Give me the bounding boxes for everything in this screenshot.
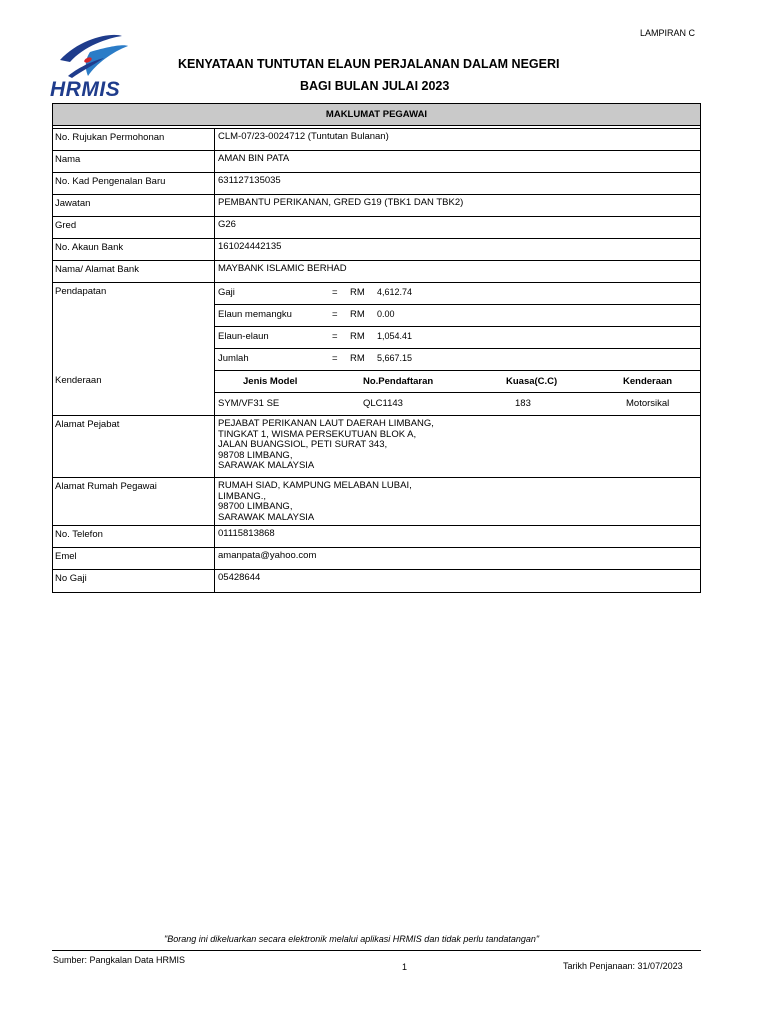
address-line: 98708 LIMBANG, xyxy=(218,449,293,461)
income-row-salary xyxy=(215,283,700,305)
address-line: TINGKAT 1, WISMA PERSEKUTUAN BLOK A, xyxy=(218,428,417,440)
income-row-acting-allowance xyxy=(215,305,700,327)
address-line: 98700 LIMBANG, xyxy=(218,501,293,512)
vehicle-registration: QLC1143 xyxy=(363,398,403,409)
field-value: CLM-07/23-0024712 (Tuntutan Bulanan) xyxy=(218,131,389,142)
vehicle-header-type: Kenderaan xyxy=(623,376,673,387)
vehicle-header-row xyxy=(215,371,700,393)
field-value: amanpata@yahoo.com xyxy=(218,550,317,561)
field-value: 631127135035 xyxy=(218,175,281,186)
footer-source: Sumber: Pangkalan Data HRMIS xyxy=(53,955,186,965)
income-amount: 1,054.41 xyxy=(377,331,413,341)
field-label: No Gaji xyxy=(53,570,215,592)
row-email xyxy=(53,548,700,570)
footer-divider xyxy=(52,950,701,951)
document-subtitle: BAGI BULAN JULAI 2023 xyxy=(300,79,450,93)
row-bank-name xyxy=(53,261,700,283)
address-line: RUMAH SIAD, KAMPUNG MELABAN LUBAI, xyxy=(218,480,412,491)
income-label-cell xyxy=(53,283,215,415)
income-equals: = xyxy=(332,331,338,342)
income-vehicle-details xyxy=(215,283,700,415)
field-value: 01115813868 xyxy=(218,528,275,539)
income-name: Gaji xyxy=(218,287,235,298)
field-label: Nama xyxy=(53,151,215,172)
field-label: Alamat Rumah Pegawai xyxy=(53,478,215,525)
row-income-vehicle xyxy=(53,283,700,416)
section-header: MAKLUMAT PEGAWAI xyxy=(53,104,700,126)
address-line: LIMBANG., xyxy=(218,490,267,502)
field-value: 161024442135 xyxy=(218,241,282,252)
field-label: Alamat Pejabat xyxy=(53,416,215,477)
field-value: MAYBANK ISLAMIC BERHAD xyxy=(218,263,347,274)
address-line: JALAN BUANGSIOL, PETI SURAT 343, xyxy=(218,439,388,450)
page-number: 1 xyxy=(402,962,408,972)
income-currency: RM xyxy=(350,287,365,298)
income-amount: 0.00 xyxy=(377,309,395,319)
field-label: No. Akaun Bank xyxy=(53,239,215,260)
field-label: Jawatan xyxy=(53,195,215,216)
income-name: Jumlah xyxy=(218,353,249,364)
income-currency: RM xyxy=(350,331,365,342)
row-position xyxy=(53,195,700,217)
vehicle-header-registration: No.Pendaftaran xyxy=(363,376,434,387)
row-name xyxy=(53,151,700,173)
address-lines xyxy=(215,416,700,477)
address-line: SARAWAK MALAYSIA xyxy=(218,511,315,523)
address-line: SARAWAK MALAYSIA xyxy=(218,460,315,471)
vehicle-data-row xyxy=(215,393,700,415)
income-equals: = xyxy=(332,353,338,364)
print-date: Tarikh Penjanaan: 31/07/2023 xyxy=(563,961,683,971)
document-title: KENYATAAN TUNTUTAN ELAUN PERJALANAN DALAM NEGERI xyxy=(178,57,560,71)
row-office-address xyxy=(53,416,700,478)
electronic-form-note: "Borang ini dikeluarkan secara elektronik melalui aplikasi HRMIS dan tidak perlu tandatangan" xyxy=(164,934,540,944)
field-label: No. Rujukan Permohonan xyxy=(53,129,215,150)
field-value: PEMBANTU PERIKANAN, GRED G19 (TBK1 DAN TBK2) xyxy=(218,197,464,208)
vehicle-header-model: Jenis Model xyxy=(243,376,298,387)
vehicle-model: SYM/VF31 SE xyxy=(218,398,280,409)
field-label: No. Kad Pengenalan Baru xyxy=(53,173,215,194)
income-row-total xyxy=(215,349,700,371)
income-equals: = xyxy=(332,309,338,320)
income-row-allowances xyxy=(215,327,700,349)
income-amount: 4,612.74 xyxy=(377,287,413,297)
income-label: Pendapatan xyxy=(55,286,107,297)
row-ic-number xyxy=(53,173,700,195)
income-currency: RM xyxy=(350,309,365,320)
field-label: Emel xyxy=(53,548,215,569)
field-label: No. Telefon xyxy=(53,526,215,547)
row-home-address xyxy=(53,478,700,526)
field-label: Gred xyxy=(53,217,215,238)
hrmis-logo-text: HRMIS xyxy=(50,78,121,101)
vehicle-header-cc: Kuasa(C.C) xyxy=(506,376,558,387)
attachment-label: LAMPIRAN C xyxy=(640,28,696,38)
officer-info-form xyxy=(52,103,701,593)
row-salary-number xyxy=(53,570,700,592)
field-value: AMAN BIN PATA xyxy=(218,153,290,164)
row-reference-no xyxy=(53,129,700,151)
address-lines xyxy=(215,478,700,525)
income-amount: 5,667.15 xyxy=(377,353,413,363)
vehicle-type: Motorsikal xyxy=(626,398,670,409)
row-phone xyxy=(53,526,700,548)
income-currency: RM xyxy=(350,353,365,364)
row-bank-account xyxy=(53,239,700,261)
field-value: G26 xyxy=(218,219,236,230)
vehicle-cc: 183 xyxy=(515,398,531,409)
vehicle-label: Kenderaan xyxy=(55,375,102,386)
field-label: Nama/ Alamat Bank xyxy=(53,261,215,282)
income-equals: = xyxy=(332,287,338,298)
income-name: Elaun-elaun xyxy=(218,331,269,342)
row-grade xyxy=(53,217,700,239)
address-line: PEJABAT PERIKANAN LAUT DAERAH LIMBANG, xyxy=(218,418,434,429)
field-value: 05428644 xyxy=(218,572,261,583)
income-name: Elaun memangku xyxy=(218,309,292,320)
